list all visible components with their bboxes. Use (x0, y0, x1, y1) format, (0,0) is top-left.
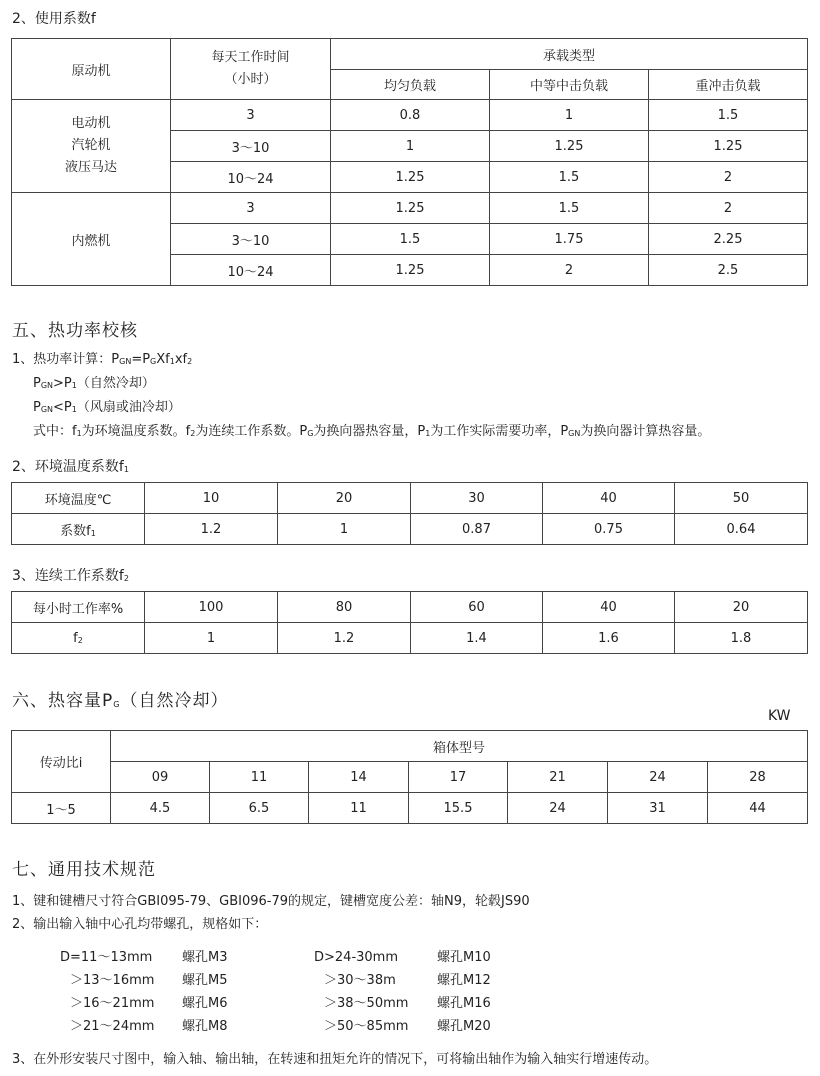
cell: 100 (145, 592, 278, 623)
subscript: 1 (425, 429, 431, 438)
cell: 28 (708, 762, 808, 793)
header-ratio: 传动比i (12, 731, 111, 793)
subscript: G (307, 429, 314, 438)
text: 2、环境温度系数f (12, 459, 124, 475)
right-thread-list (437, 946, 491, 1038)
header-daily-hours (171, 39, 331, 100)
text: xf (174, 352, 188, 367)
cell: 11 (309, 793, 409, 824)
table-row (12, 793, 808, 824)
cell: 1 (331, 131, 490, 162)
section-title-heat-capacity (12, 686, 228, 711)
table-row (12, 762, 808, 793)
cell: 3 (171, 193, 331, 224)
section-title-ambient-factor (12, 456, 129, 476)
text: 系数f (60, 523, 91, 539)
text: <P (53, 400, 72, 415)
list-item: ＞30～38m (324, 973, 396, 988)
text: 为工作实际需要功率，P (430, 424, 569, 439)
cell: 11 (210, 762, 309, 793)
subscript: 1 (71, 405, 77, 414)
cell: 1.4 (411, 623, 543, 654)
list-item: ＞21～24mm (70, 1019, 155, 1034)
left-thread-list (182, 946, 228, 1038)
header-moderate-shock: 中等中击负载 (490, 70, 649, 100)
cell: 31 (608, 793, 708, 824)
list-item: ＞16～21mm (70, 996, 155, 1011)
text: =P (131, 352, 151, 367)
table-row (12, 623, 808, 654)
prime-mover-group-1 (12, 100, 171, 193)
heat-capacity-table (11, 730, 808, 824)
header-uniform-load: 均匀负载 (331, 70, 490, 100)
cell: 1 (490, 100, 649, 131)
cell: 1.5 (490, 162, 649, 193)
cell: 1.5 (490, 193, 649, 224)
text: P (33, 400, 41, 415)
cell: 2 (490, 255, 649, 286)
duty-factor-table (11, 591, 808, 654)
list-item: D=11～13mm (60, 950, 153, 965)
section-title-thermal-power: 五、热功率校核 (12, 321, 138, 341)
cell: 24 (608, 762, 708, 793)
cell: 10～24 (171, 255, 331, 286)
prime-mover-turbine: 汽轮机 (71, 138, 111, 153)
cell: 3～10 (171, 224, 331, 255)
cell: 1.8 (675, 623, 808, 654)
header-daily-hours-line2: （小时） (224, 72, 277, 87)
spec-line-2: 2、输出输入轴中心孔均带螺孔，规格如下： (12, 917, 268, 932)
cell: 24 (508, 793, 608, 824)
cell: 20 (675, 592, 808, 623)
text: f (73, 630, 78, 646)
formula-line-2 (33, 372, 155, 391)
cell: 50 (675, 483, 808, 514)
text: （自然冷却） (76, 376, 155, 391)
cell: 1.5 (331, 224, 490, 255)
text: 为连续工作系数。P (195, 424, 308, 439)
cell: 2 (649, 162, 808, 193)
cell: 6.5 (210, 793, 309, 824)
header-ambient-temp: 环境温度℃ (12, 483, 145, 514)
list-item: D>24-30mm (314, 950, 399, 965)
cell: 3 (171, 100, 331, 131)
cell: 10～24 (171, 162, 331, 193)
cell: 2 (649, 193, 808, 224)
cell: 44 (708, 793, 808, 824)
list-item: ＞38～50mm (324, 996, 409, 1011)
text: （风扇或油冷却） (76, 400, 181, 415)
cell: 1.25 (649, 131, 808, 162)
section-title-duty-factor (12, 565, 129, 585)
text: 1、热功率计算：P (12, 352, 120, 367)
header-heavy-shock: 重冲击负载 (649, 70, 808, 100)
text: P (33, 376, 41, 391)
cell: 09 (111, 762, 210, 793)
subscript: GN (119, 357, 132, 366)
text: 3、连续工作系数f (12, 568, 124, 584)
header-load-type: 承载类型 (331, 39, 808, 70)
text: 式中：f (33, 424, 77, 439)
cell: 40 (543, 592, 675, 623)
cell: 1.2 (145, 514, 278, 545)
subscript: GN (40, 405, 54, 414)
cell: 0.75 (543, 514, 675, 545)
table-row (12, 100, 808, 131)
header-daily-hours-line1: 每天工作时间 (211, 50, 290, 65)
text: （自然冷却） (120, 691, 229, 711)
cell: 1.25 (331, 255, 490, 286)
header-hourly-rate: 每小时工作率% (12, 592, 145, 623)
list-item: 螺孔M16 (437, 996, 491, 1011)
cell: 0.87 (411, 514, 543, 545)
cell: 30 (411, 483, 543, 514)
subscript: 2 (77, 635, 83, 645)
cell: 15.5 (409, 793, 508, 824)
cell: 2.25 (649, 224, 808, 255)
subscript: 2 (123, 574, 129, 583)
spec-line-3: 3、在外形安装尺寸图中，输入轴、输出轴，在转速和扭矩允许的情况下，可将输出轴作为输入轴实行增速传动。 (12, 1052, 658, 1067)
cell: 17 (409, 762, 508, 793)
cell: 1～5 (12, 793, 111, 824)
cell: 1.25 (490, 131, 649, 162)
cell: 1.75 (490, 224, 649, 255)
cell: 10 (145, 483, 278, 514)
prime-mover-combustion: 内燃机 (12, 193, 171, 286)
text: >P (53, 376, 72, 391)
left-diameter-list (60, 946, 154, 1038)
list-item: 螺孔M5 (182, 973, 228, 988)
cell: 3～10 (171, 131, 331, 162)
right-diameter-list (314, 946, 408, 1038)
header-factor-f1 (12, 514, 145, 545)
header-prime-mover: 原动机 (12, 39, 171, 100)
cell: 40 (543, 483, 675, 514)
cell: 1.2 (278, 623, 411, 654)
text: Xf (156, 352, 170, 367)
prime-mover-hydraulic: 液压马达 (64, 160, 117, 175)
subscript: 1 (90, 528, 96, 538)
cell: 1 (278, 514, 411, 545)
ambient-factor-table (11, 482, 808, 545)
prime-mover-electric: 电动机 (71, 116, 111, 131)
cell: 0.8 (331, 100, 490, 131)
section-title-service-factor: 2、使用系数f (12, 11, 96, 27)
cell: 1.5 (649, 100, 808, 131)
subscript: GN (40, 381, 54, 390)
subscript: 1 (76, 429, 82, 438)
cell: 1.25 (331, 162, 490, 193)
unit-label: KW (768, 708, 791, 724)
subscript: GN (568, 429, 581, 438)
list-item: 螺孔M12 (437, 973, 491, 988)
subscript: 1 (71, 381, 77, 390)
spec-line-1: 1、键和键槽尺寸符合GBI095-79、GBI096-79的规定，键槽宽度公差：轴N9，轮毂JS90 (12, 894, 530, 909)
subscript: 1 (169, 357, 175, 366)
table-row (12, 514, 808, 545)
formula-line-3 (33, 396, 181, 415)
cell: 2.5 (649, 255, 808, 286)
cell: 0.64 (675, 514, 808, 545)
subscript: 2 (190, 429, 196, 438)
text: 为环境温度系数。f (81, 424, 191, 439)
table-row (12, 592, 808, 623)
section-title-general-spec: 七、通用技术规范 (12, 860, 156, 880)
cell: 80 (278, 592, 411, 623)
cell: 14 (309, 762, 409, 793)
cell: 21 (508, 762, 608, 793)
subscript: G (150, 357, 157, 366)
service-factor-table (11, 38, 808, 286)
text: 六、热容量P (12, 691, 114, 711)
cell: 4.5 (111, 793, 210, 824)
cell: 1.25 (331, 193, 490, 224)
cell: 1.6 (543, 623, 675, 654)
list-item: ＞13～16mm (70, 973, 155, 988)
subscript: 2 (187, 357, 193, 366)
text: 为换向器热容量，P (313, 424, 426, 439)
cell: 60 (411, 592, 543, 623)
list-item: 螺孔M20 (437, 1019, 491, 1034)
list-item: 螺孔M10 (437, 950, 491, 965)
formula-line-1 (12, 348, 192, 367)
subscript: 1 (123, 465, 129, 474)
header-box-model: 箱体型号 (111, 731, 808, 762)
formula-explanation (33, 420, 710, 439)
list-item: ＞50～85mm (324, 1019, 409, 1034)
list-item: 螺孔M3 (182, 950, 228, 965)
list-item: 螺孔M8 (182, 1019, 228, 1034)
table-row (12, 483, 808, 514)
subscript: G (113, 700, 121, 709)
table-row (12, 193, 808, 224)
cell: 1 (145, 623, 278, 654)
text: 为换向器计算热容量。 (580, 424, 711, 439)
header-factor-f2 (12, 623, 145, 654)
cell: 20 (278, 483, 411, 514)
list-item: 螺孔M6 (182, 996, 228, 1011)
